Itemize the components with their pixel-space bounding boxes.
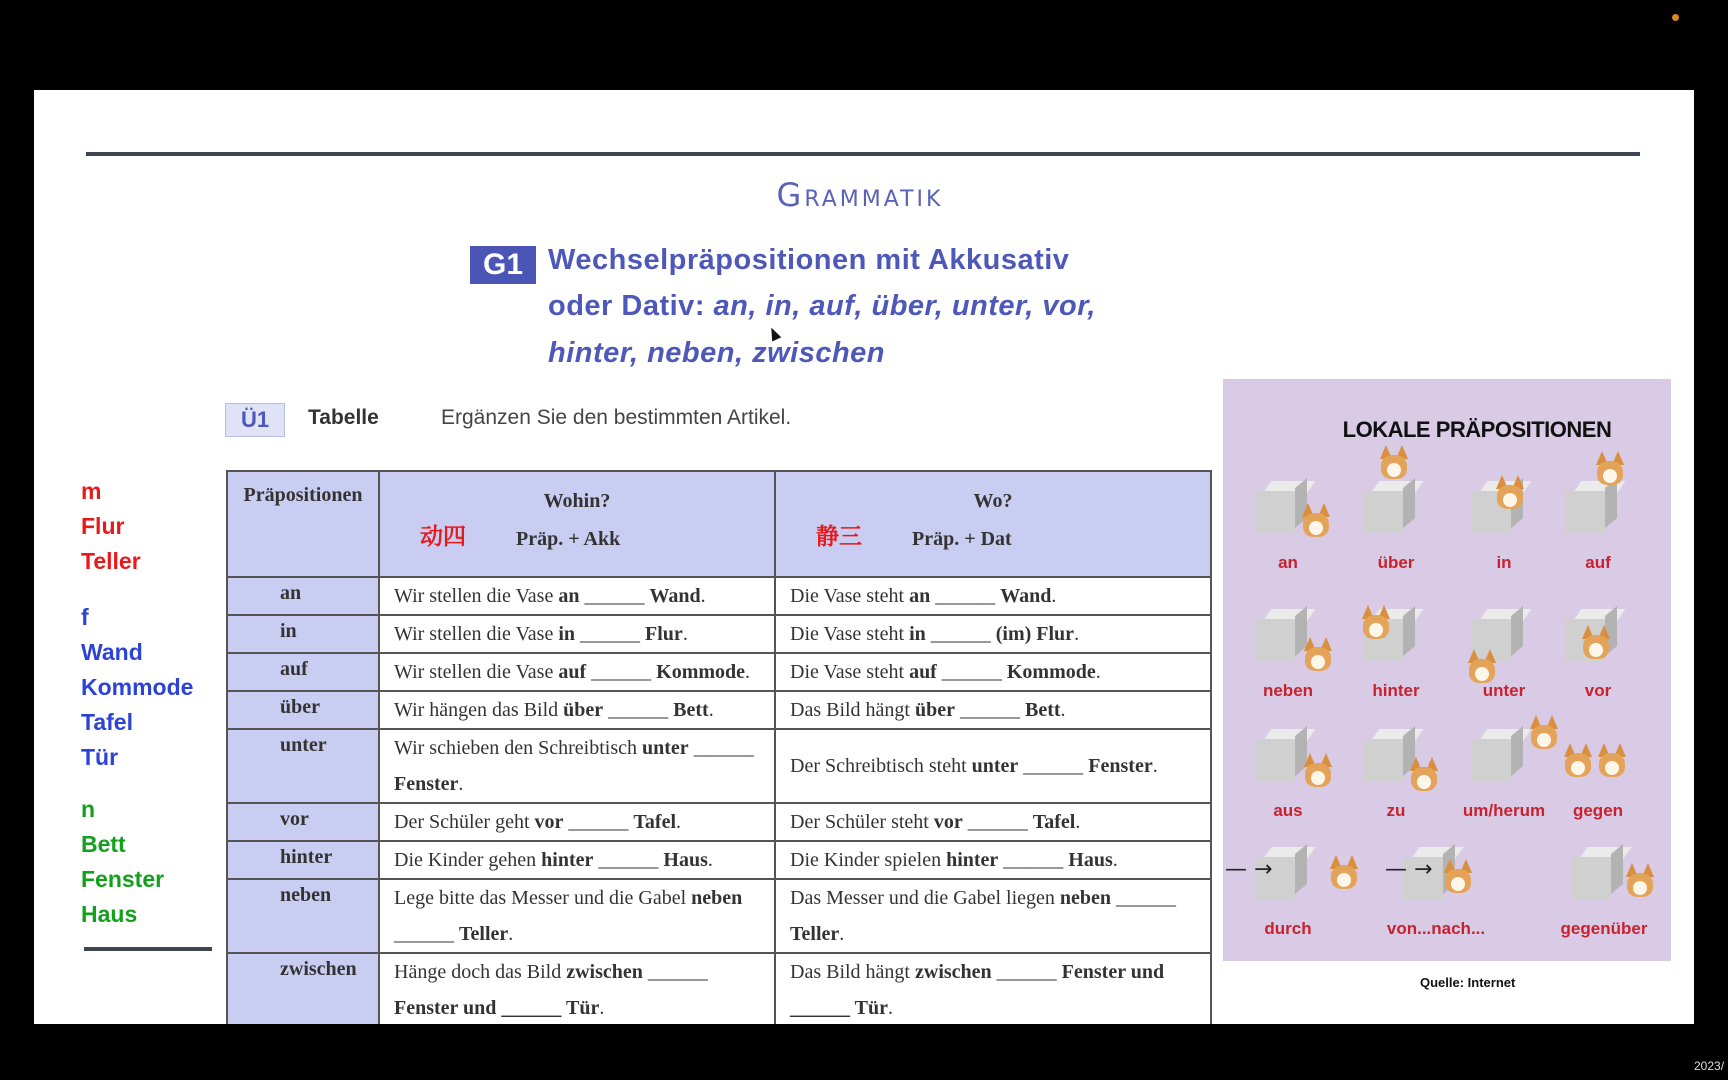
sentence-part: ______ <box>955 698 1025 721</box>
sentence-part: Fenster <box>1088 755 1153 777</box>
sentence-part: Die Kinder spielen <box>790 848 947 871</box>
wo-chinese-note: 静三 <box>816 524 862 550</box>
sentence-part: Bett <box>673 698 709 721</box>
neuter-word: Bett <box>81 831 126 857</box>
preposition-illustration-cell <box>1341 717 1451 837</box>
corgi-icon <box>1441 859 1471 893</box>
corgi-icon <box>1595 743 1625 777</box>
preposition-illustration-cell <box>1341 597 1451 717</box>
preposition-label: über <box>1377 553 1415 572</box>
sentence-part: Das Bild hängt <box>790 961 915 983</box>
table-row <box>227 615 1211 653</box>
slide <box>34 90 1694 1024</box>
neuter-list <box>81 792 164 932</box>
table-row <box>227 803 1211 841</box>
sentence-part: vor <box>933 810 963 833</box>
preposition-illustration-cell <box>1225 835 1343 955</box>
cube-icon <box>1255 729 1307 781</box>
preposition-label: vor <box>1584 681 1612 700</box>
sentence-part: . <box>708 698 714 721</box>
sentence-part: Die Kinder gehen <box>394 848 542 871</box>
akk-sentence <box>379 653 775 691</box>
gender-label-m: m <box>81 478 102 504</box>
sentence-part: Kommode <box>1006 660 1096 683</box>
sentence-part: ______ <box>998 848 1069 871</box>
sentence-part: zwischen <box>915 961 992 983</box>
sentence-part: Der Schüler geht <box>394 810 535 833</box>
preposition-illustration-cell <box>1543 597 1653 717</box>
sentence-part: hinter <box>946 848 999 871</box>
dat-sentence <box>775 653 1211 691</box>
sentence-part: Wand <box>1000 584 1052 607</box>
sentence-part: Das Bild hängt <box>790 698 915 721</box>
sentence-part: Haus <box>1068 848 1113 871</box>
dat-sentence <box>775 953 1211 1024</box>
divider <box>86 152 1640 156</box>
akk-sentence <box>379 691 775 729</box>
corgi-icon <box>1327 855 1357 889</box>
table-row <box>227 653 1211 691</box>
table-row <box>227 953 1211 1024</box>
table-row <box>227 729 1211 803</box>
sentence-part: neben <box>1059 887 1112 909</box>
sentence-part: . <box>682 622 688 645</box>
corgi-icon <box>1561 743 1591 777</box>
preposition-label: um/herum <box>1462 801 1546 820</box>
preposition-label: in <box>1496 553 1512 572</box>
gender-label-f: f <box>81 604 89 630</box>
sentence-part: ______ <box>1018 755 1089 777</box>
sentence-part: ______ <box>962 810 1033 833</box>
sentence-part: . <box>700 584 706 607</box>
dat-sentence <box>775 729 1211 803</box>
sentence-part: ______ <box>925 622 996 645</box>
sentence-part: Die Vase steht <box>790 622 910 645</box>
feminine-word: Wand <box>81 639 143 665</box>
sentence-part: in <box>909 622 926 645</box>
sentence-part: Das Messer und die Gabel liegen <box>790 887 1060 909</box>
sentence-part: ______ <box>642 961 708 983</box>
illustration-title: LOKALE PRÄPOSITIONEN <box>1342 417 1612 442</box>
preposition-cell: unter <box>227 729 379 803</box>
masculine-list <box>81 474 141 579</box>
local-prepositions-illustration <box>1223 379 1671 961</box>
sentence-part: ______ <box>991 961 1062 983</box>
sentence-part: Kommode <box>656 660 746 683</box>
feminine-word: Tür <box>81 744 119 770</box>
column-header-wo <box>775 471 1211 577</box>
corgi-icon <box>1359 605 1389 639</box>
preposition-cell: über <box>227 691 379 729</box>
g1-heading-line1: Wechselpräpositionen mit Akkusativ <box>548 244 1070 276</box>
wo-case: Präp. + Dat <box>912 528 1012 550</box>
sentence-part: . <box>887 997 893 1019</box>
preposition-label: auf <box>1585 553 1611 572</box>
preposition-illustration-cell <box>1233 597 1343 717</box>
sentence-part: . <box>458 773 464 795</box>
sentence-part: Der Schüler steht <box>790 810 934 833</box>
g1-heading-line3-text: hinter, neben, zwischen <box>548 337 886 369</box>
sentence-part: Haus <box>663 848 708 871</box>
sentence-part: Wir schieben den Schreibtisch <box>394 737 643 759</box>
akk-sentence <box>379 953 775 1024</box>
sentence-part: ______ <box>593 848 664 871</box>
page-title: Grammatik <box>776 176 944 214</box>
preposition-illustration-cell <box>1233 717 1343 837</box>
preposition-label: neben <box>1262 681 1314 700</box>
preposition-cell: neben <box>227 879 379 953</box>
sentence-part: Der Schreibtisch steht <box>790 755 972 777</box>
clock: 2023/ <box>1694 1059 1725 1073</box>
sentence-part: Tafel <box>1032 810 1076 833</box>
sentence-part: unter <box>642 737 689 759</box>
preposition-illustration-cell <box>1543 469 1653 589</box>
sentence-part: über <box>563 698 604 721</box>
arrow-right-icon: — → <box>1225 857 1273 882</box>
gender-label-n: n <box>81 796 96 822</box>
table-row <box>227 841 1211 879</box>
preposition-label: hinter <box>1372 681 1420 700</box>
preposition-cell: hinter <box>227 841 379 879</box>
akk-sentence <box>379 577 775 615</box>
sentence-part: . <box>508 923 514 945</box>
sentence-part: Teller <box>459 923 509 945</box>
sentence-part: Wand <box>649 584 701 607</box>
preposition-table <box>226 470 1212 1024</box>
table-row <box>227 879 1211 953</box>
akk-sentence <box>379 841 775 879</box>
sentence-part: Wir stellen die Vase <box>394 660 559 683</box>
sentence-part: Fenster und ______ Tür <box>394 997 600 1019</box>
sentence-part: . <box>1075 810 1081 833</box>
sentence-part: Lege bitte das Messer und die Gabel <box>394 887 692 909</box>
wo-question: Wo? <box>973 490 1013 512</box>
sentence-part: . <box>1060 698 1066 721</box>
image-source: Quelle: Internet <box>1420 975 1516 990</box>
sentence-part: ______ <box>575 622 646 645</box>
sentence-part: Die Vase steht <box>790 584 910 607</box>
dat-sentence <box>775 803 1211 841</box>
preposition-illustration-cell <box>1543 717 1653 837</box>
corgi-icon <box>1579 625 1609 659</box>
sentence-part: an <box>558 584 580 607</box>
sentence-part: hinter <box>541 848 594 871</box>
sentence-part: Hänge doch das Bild <box>394 961 567 983</box>
preposition-illustration-cell <box>1381 835 1491 955</box>
sentence-part: Bett <box>1025 698 1061 721</box>
sentence-part: . <box>1112 848 1118 871</box>
akk-sentence <box>379 729 775 803</box>
corgi-icon <box>1299 503 1329 537</box>
g1-heading-line2 <box>548 290 1096 323</box>
sentence-part: . <box>1095 660 1101 683</box>
sentence-part: ______ <box>936 660 1007 683</box>
wohin-chinese-note: 动四 <box>420 524 466 550</box>
exercise-tab-label: Tabelle <box>308 406 379 429</box>
preposition-illustration-cell <box>1549 835 1659 955</box>
dat-sentence <box>775 577 1211 615</box>
sentence-part: zwischen <box>566 961 643 983</box>
preposition-cell: vor <box>227 803 379 841</box>
corgi-icon <box>1407 757 1437 791</box>
wohin-question: Wohin? <box>543 490 611 512</box>
preposition-label: gegen <box>1572 801 1624 820</box>
dat-sentence <box>775 841 1211 879</box>
masculine-word: Flur <box>81 513 125 539</box>
dat-sentence <box>775 615 1211 653</box>
sentence-part: Fenster und ______ Tür <box>790 961 1165 1019</box>
table-row <box>227 577 1211 615</box>
sentence-part: ______ <box>579 584 650 607</box>
preposition-illustration-cell <box>1341 469 1451 589</box>
preposition-cell: in <box>227 615 379 653</box>
sentence-part: . <box>839 923 845 945</box>
corgi-icon <box>1493 475 1523 509</box>
sentence-part: Wir stellen die Vase <box>394 622 559 645</box>
sentence-part: Teller <box>790 923 840 945</box>
column-header-prepositions: Präpositionen <box>227 471 379 577</box>
sentence-part: ______ <box>603 698 674 721</box>
preposition-cell: auf <box>227 653 379 691</box>
sentence-part: über <box>915 698 955 721</box>
corgi-icon <box>1301 637 1331 671</box>
sentence-part: an <box>909 584 931 607</box>
u1-badge: Ü1 <box>225 403 285 437</box>
feminine-list <box>81 600 193 775</box>
sentence-part: ______ <box>688 737 754 759</box>
masculine-word: Teller <box>81 548 141 574</box>
feminine-word: Kommode <box>81 674 194 700</box>
preposition-cell: an <box>227 577 379 615</box>
preposition-label: von...nach... <box>1386 919 1486 938</box>
sentence-part: Wir hängen das Bild <box>394 698 564 721</box>
sentence-part: unter <box>971 755 1019 777</box>
cube-icon <box>1363 481 1415 533</box>
sentence-part: ______ <box>586 660 657 683</box>
sentence-part: auf <box>909 660 937 683</box>
cube-icon <box>1255 609 1307 661</box>
column-header-wohin <box>379 471 775 577</box>
g1-heading-line2-b: an, in, auf, über, unter, vor, <box>713 290 1096 322</box>
sentence-part: ______ <box>930 584 1001 607</box>
preposition-label: zu <box>1386 801 1406 820</box>
sentence-part: vor <box>534 810 564 833</box>
dat-sentence <box>775 879 1211 953</box>
preposition-label: durch <box>1264 919 1312 938</box>
corgi-icon <box>1377 445 1407 479</box>
sentence-part: Tafel <box>633 810 677 833</box>
sentence-part: . <box>1152 755 1158 777</box>
sentence-part: . <box>1051 584 1057 607</box>
sentence-part: Flur <box>645 622 683 645</box>
sentence-part: . <box>599 997 605 1019</box>
neuter-word: Fenster <box>81 866 165 892</box>
cube-icon <box>1565 481 1617 533</box>
exercise-instruction: Ergänzen Sie den bestimmten Artikel. <box>441 406 792 429</box>
corgi-icon <box>1623 863 1653 897</box>
sentence-part: ______ <box>394 923 459 945</box>
sentence-part: (im) Flur <box>995 622 1075 645</box>
preposition-label: unter <box>1482 681 1526 700</box>
arrow-right-icon: — → <box>1385 857 1433 882</box>
sentence-part: . <box>745 660 751 683</box>
neuter-word: Haus <box>81 901 138 927</box>
sentence-part: neben <box>691 887 743 909</box>
preposition-illustration-cell <box>1233 469 1343 589</box>
corgi-icon <box>1465 649 1495 683</box>
sentence-part: . <box>676 810 682 833</box>
sentence-part: ______ <box>1111 887 1177 909</box>
preposition-label: gegenüber <box>1560 919 1648 938</box>
wohin-case: Präp. + Akk <box>516 528 621 550</box>
g1-badge: G1 <box>470 246 536 284</box>
sentence-part: . <box>707 848 713 871</box>
sentence-part: in <box>558 622 576 645</box>
g1-heading-line3 <box>548 337 885 370</box>
g1-heading-line2-a: oder Dativ: <box>548 290 714 322</box>
sentence-part: Fenster <box>394 773 459 795</box>
akk-sentence <box>379 803 775 841</box>
preposition-label: an <box>1278 553 1298 572</box>
feminine-word: Tafel <box>81 709 133 735</box>
table-row <box>227 691 1211 729</box>
sentence-part: auf <box>558 660 587 683</box>
side-divider <box>84 947 212 951</box>
akk-sentence <box>379 615 775 653</box>
preposition-label: aus <box>1273 801 1303 820</box>
sentence-part: Wir stellen die Vase <box>394 584 559 607</box>
corgi-icon <box>1593 451 1623 485</box>
preposition-cell: zwischen <box>227 953 379 1024</box>
recording-indicator-icon <box>1672 14 1679 21</box>
sentence-part: Die Vase steht <box>790 660 910 683</box>
cube-icon <box>1571 847 1623 899</box>
corgi-icon <box>1301 753 1331 787</box>
cube-icon <box>1471 729 1523 781</box>
sentence-part: ______ <box>563 810 634 833</box>
akk-sentence <box>379 879 775 953</box>
sentence-part: . <box>1074 622 1080 645</box>
dat-sentence <box>775 691 1211 729</box>
